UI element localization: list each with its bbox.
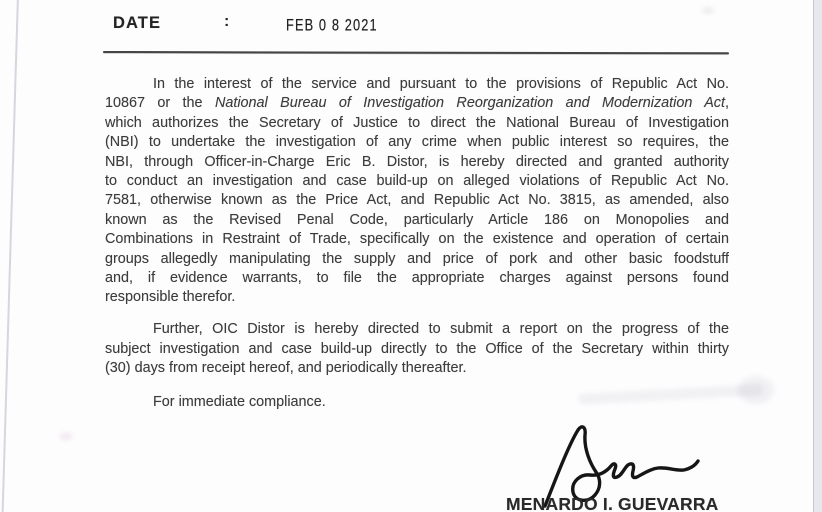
date-separator: : (224, 13, 230, 30)
body-line (105, 75, 729, 94)
text-segment: known as the Revised Penal Code, particularly Article 186 on Monopolies and (105, 211, 729, 228)
body-line (105, 230, 729, 249)
body-line (105, 269, 729, 288)
header-rule (103, 51, 729, 55)
scan-smudge (702, 7, 714, 14)
text-segment: , (725, 95, 729, 112)
body-line (105, 250, 729, 269)
text-segment: For immediate compliance. (153, 394, 326, 411)
paragraph (105, 320, 729, 378)
body-line (105, 191, 729, 210)
body-line (105, 359, 729, 378)
date-label: DATE (113, 14, 162, 32)
text-segment: groups allegedly manipulating the supply and price of pork and other basic foodstuff (105, 250, 729, 267)
body-line (105, 320, 729, 339)
date-stamp: FEB 0 8 2021 (286, 17, 378, 35)
body-line (105, 94, 729, 113)
text-segment: to conduct an investigation and case build-up on alleged violations of Republic Act No. (105, 172, 729, 189)
text-segment: Further, OIC Distor is hereby directed to submit a report on the progress of the (153, 321, 729, 338)
document-body (105, 75, 729, 413)
page-right-edge (813, 0, 822, 512)
text-segment: 7581, otherwise known as the Price Act, and Republic Act No. 3815, as amended, also (105, 192, 729, 209)
text-segment: (30) days from receipt hereof, and periodically thereafter. (105, 359, 467, 376)
body-line (105, 211, 729, 230)
body-line (105, 340, 729, 359)
body-line (105, 133, 729, 152)
body-line (105, 393, 729, 412)
text-segment: In the interest of the service and pursuant to the provisions of Republic Act No. (153, 76, 729, 92)
body-line (105, 114, 729, 133)
paragraph (105, 75, 729, 308)
text-segment: (NBI) to undertake the investigation of any crime when public interest so requires, the (105, 134, 729, 151)
signatory-name: MENARDO I. GUEVARRA (506, 494, 719, 512)
body-line (105, 172, 729, 191)
scan-smudge (59, 432, 73, 441)
text-segment: NBI, through Officer-in-Charge Eric B. Distor, is hereby directed and granted authority (105, 153, 729, 170)
text-segment: 10867 or the (105, 95, 215, 112)
text-segment: Combinations in Restraint of Trade, specifically on the existence and operation of certain (105, 231, 729, 248)
body-line (105, 288, 729, 307)
text-segment: and, if evidence warrants, to file the appropriate charges against persons found (105, 269, 729, 286)
text-segment: responsible therefor. (105, 289, 236, 306)
page-left-edge-line (1, 0, 18, 512)
paragraph (105, 393, 729, 412)
text-segment: subject investigation and case build-up directly to the Office of the Secretary within thirty (105, 340, 729, 357)
scan-smudge (738, 376, 774, 404)
italic-text-segment: National Bureau of Investigation Reorganization and Modernization Act (214, 95, 726, 112)
body-line (105, 153, 729, 172)
text-segment: which authorizes the Secretary of Justice to direct the National Bureau of Investigation (105, 114, 729, 131)
